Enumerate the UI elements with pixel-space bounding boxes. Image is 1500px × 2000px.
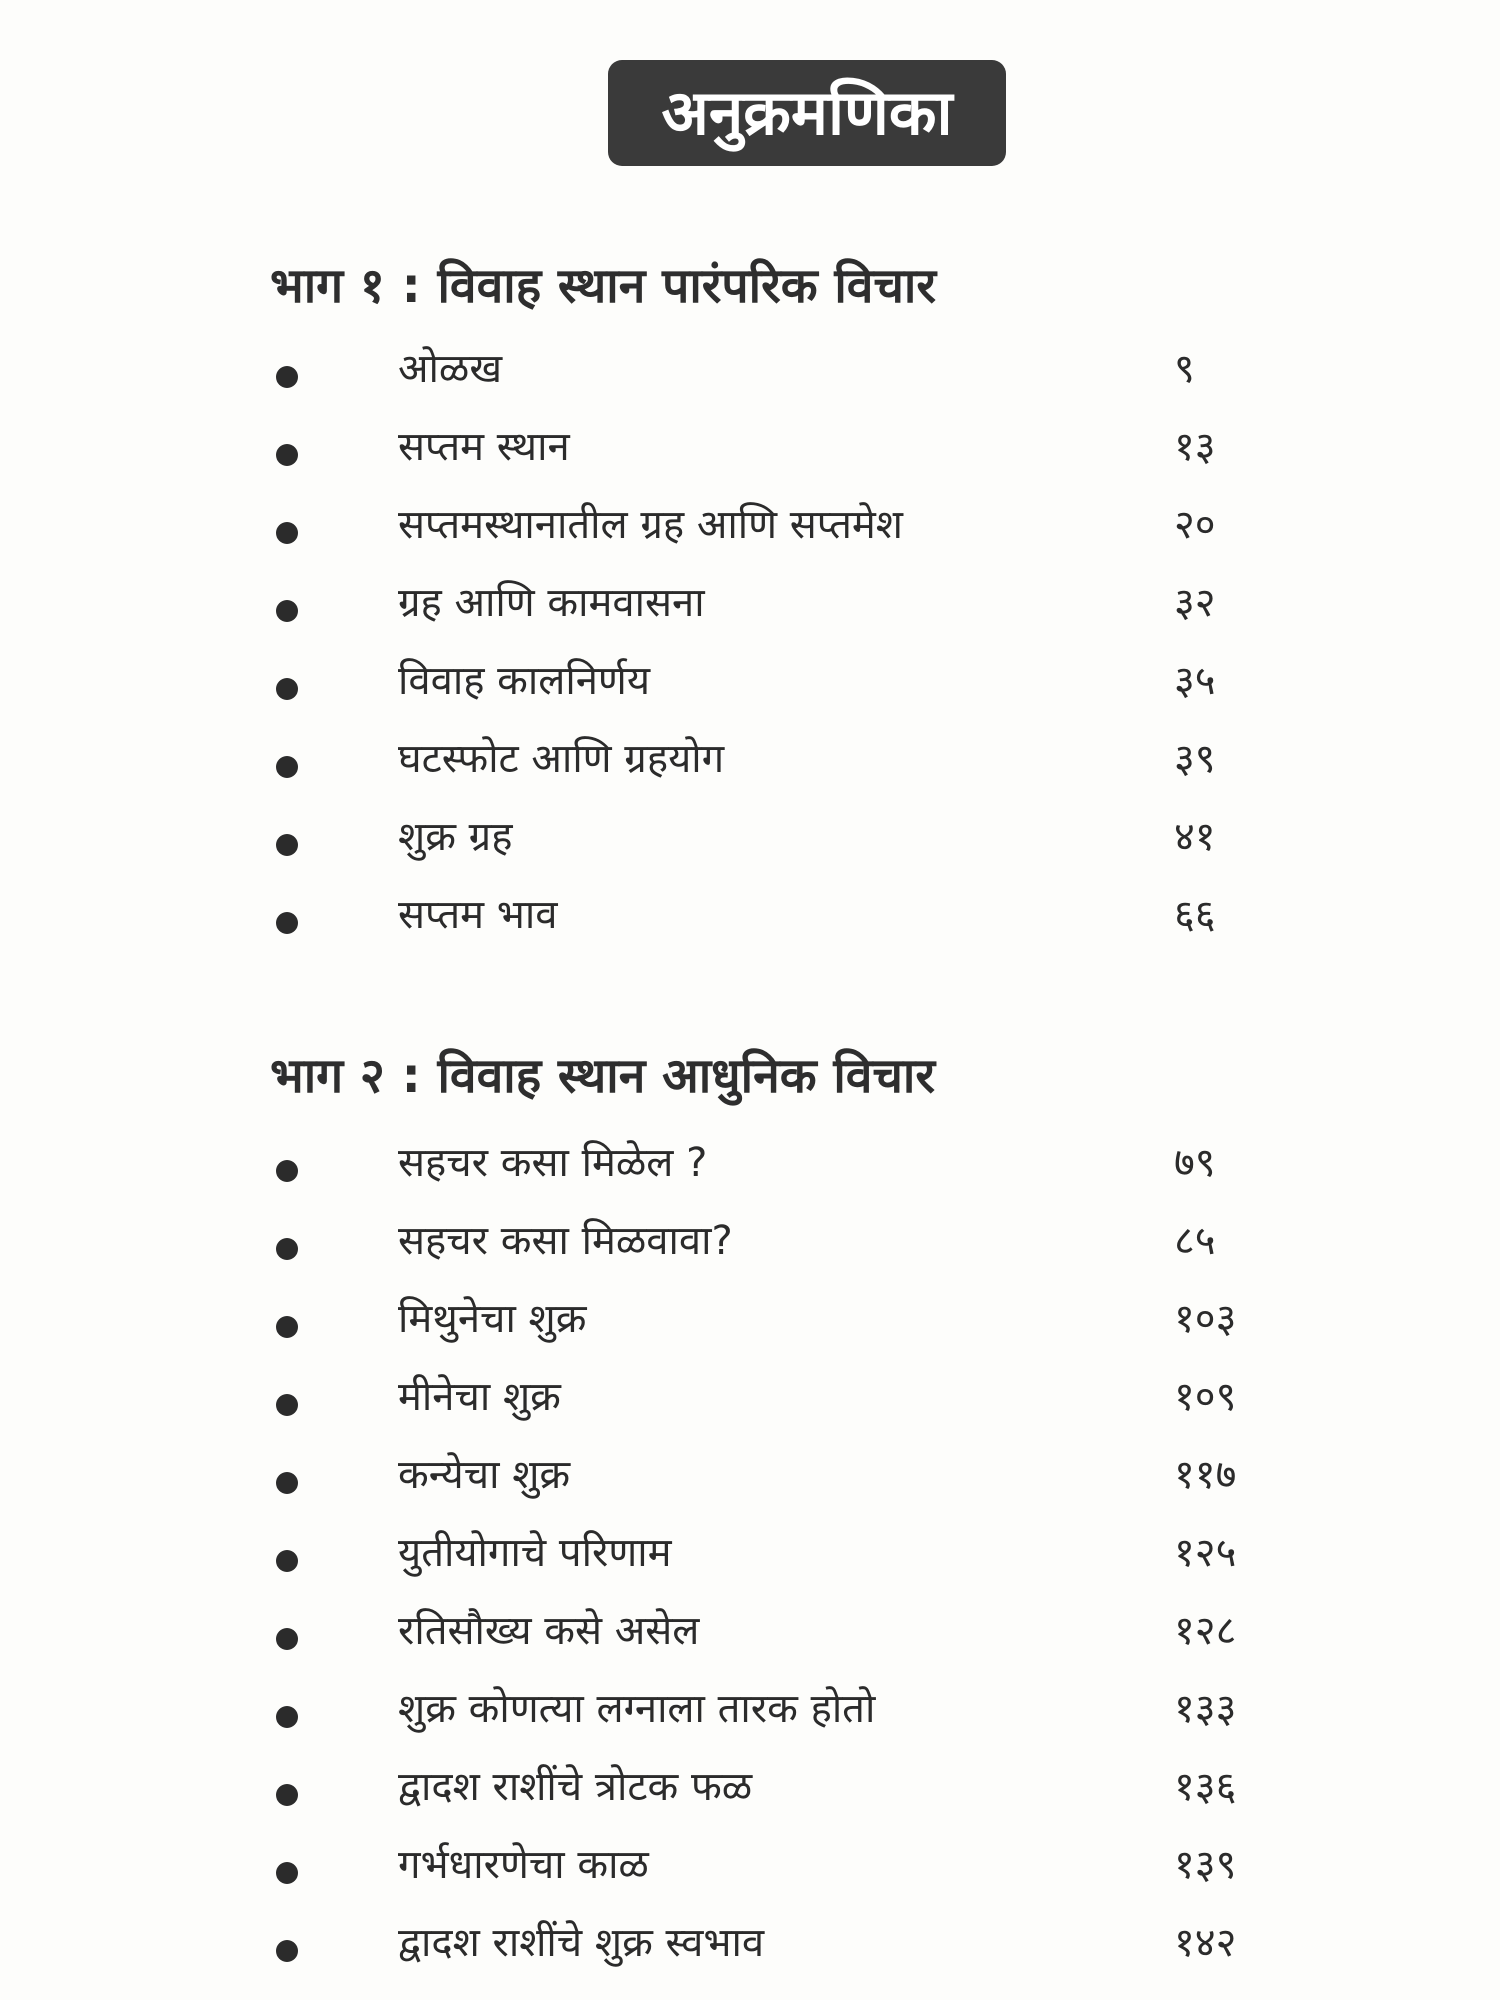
toc-entry [270,1517,1270,1595]
toc-entry-title: सप्तम स्थान [398,424,570,470]
toc-entry-page: १३ [1174,424,1216,470]
toc-entry-title: मीनेचा शुक्र [398,1374,561,1420]
section-heading: भाग १ : विवाह स्थान पारंपरिक विचार [270,258,936,314]
bullet-icon [276,678,298,700]
bullet-icon [276,1316,298,1338]
bullet-icon [276,1238,298,1260]
toc-entry-title: कन्येचा शुक्र [398,1452,571,1498]
bullet-icon [276,1472,298,1494]
toc-entry-title: सहचर कसा मिळेल ? [398,1140,708,1186]
toc-list [270,1127,1270,1985]
page-title: अनुक्रमणिका [661,76,953,149]
toc-entry-page: ११७ [1174,1452,1237,1498]
toc-entry-page: १३९ [1174,1842,1237,1888]
toc-entry-page: ६६ [1174,892,1216,938]
toc-entry-title: सहचर कसा मिळवावा? [398,1218,733,1264]
toc-entry [270,489,1270,567]
toc-entry-page: ३५ [1174,658,1216,704]
toc-entry [270,333,1270,411]
toc-entry-title: शुक्र कोणत्या लग्नाला तारक होतो [398,1686,876,1732]
toc-entry-title: युतीयोगाचे परिणाम [398,1530,672,1576]
bullet-icon [276,1940,298,1962]
bullet-icon [276,1394,298,1416]
toc-entry-title: सप्तम भाव [398,892,558,938]
toc-entry-page: १३६ [1174,1764,1237,1810]
bullet-icon [276,1160,298,1182]
toc-entry [270,1361,1270,1439]
toc-entry [270,1205,1270,1283]
toc-entry-page: १२८ [1174,1608,1237,1654]
bullet-icon [276,1784,298,1806]
toc-entry [270,1595,1270,1673]
toc-entry-title: सप्तमस्थानातील ग्रह आणि सप्तमेश [398,502,903,548]
toc-entry-page: १०९ [1174,1374,1237,1420]
toc-entry [270,1283,1270,1361]
toc-entry-page: ७९ [1174,1140,1216,1186]
toc-entry [270,1907,1270,1985]
page-title-box [608,60,1006,166]
bullet-icon [276,444,298,466]
toc-entry-page: ३९ [1174,736,1216,782]
toc-entry [270,723,1270,801]
toc-entry [270,1829,1270,1907]
toc-entry [270,1673,1270,1751]
toc-entry-title: मिथुनेचा शुक्र [398,1296,587,1342]
bullet-icon [276,912,298,934]
toc-entry [270,879,1270,957]
bullet-icon [276,834,298,856]
bullet-icon [276,1706,298,1728]
toc-entry-page: १३३ [1174,1686,1237,1732]
bullet-icon [276,522,298,544]
toc-entry-page: २० [1174,502,1216,548]
toc-entry-title: गर्भधारणेचा काळ [398,1842,649,1888]
toc-entry [270,1751,1270,1829]
toc-entry-title: घटस्फोट आणि ग्रहयोग [398,736,725,782]
toc-entry-title: द्वादश राशींचे त्रोटक फळ [398,1764,753,1810]
toc-entry [270,801,1270,879]
toc-entry-page: १४२ [1174,1920,1237,1966]
bullet-icon [276,1550,298,1572]
toc-entry-page: १२५ [1174,1530,1237,1576]
toc-entry [270,567,1270,645]
toc-entry [270,1127,1270,1205]
bullet-icon [276,756,298,778]
toc-entry-page: १०३ [1174,1296,1237,1342]
toc-entry [270,645,1270,723]
toc-entry-page: ८५ [1174,1218,1216,1264]
toc-list [270,333,1270,957]
toc-entry-title: रतिसौख्य कसे असेल [398,1608,700,1654]
toc-entry-title: शुक्र ग्रह [398,814,513,860]
bullet-icon [276,600,298,622]
bullet-icon [276,1862,298,1884]
toc-entry-title: द्वादश राशींचे शुक्र स्वभाव [398,1920,765,1966]
toc-entry-title: विवाह कालनिर्णय [398,658,651,704]
toc-entry-page: ३२ [1174,580,1216,626]
toc-entry-page: ४१ [1174,814,1216,860]
section-heading: भाग २ : विवाह स्थान आधुनिक विचार [270,1048,935,1104]
toc-entry-title: ग्रह आणि कामवासना [398,580,705,626]
toc-entry-page: ९ [1174,346,1195,392]
toc-entry-title: ओळख [398,346,503,392]
bullet-icon [276,1628,298,1650]
toc-entry [270,1439,1270,1517]
toc-entry [270,411,1270,489]
bullet-icon [276,366,298,388]
